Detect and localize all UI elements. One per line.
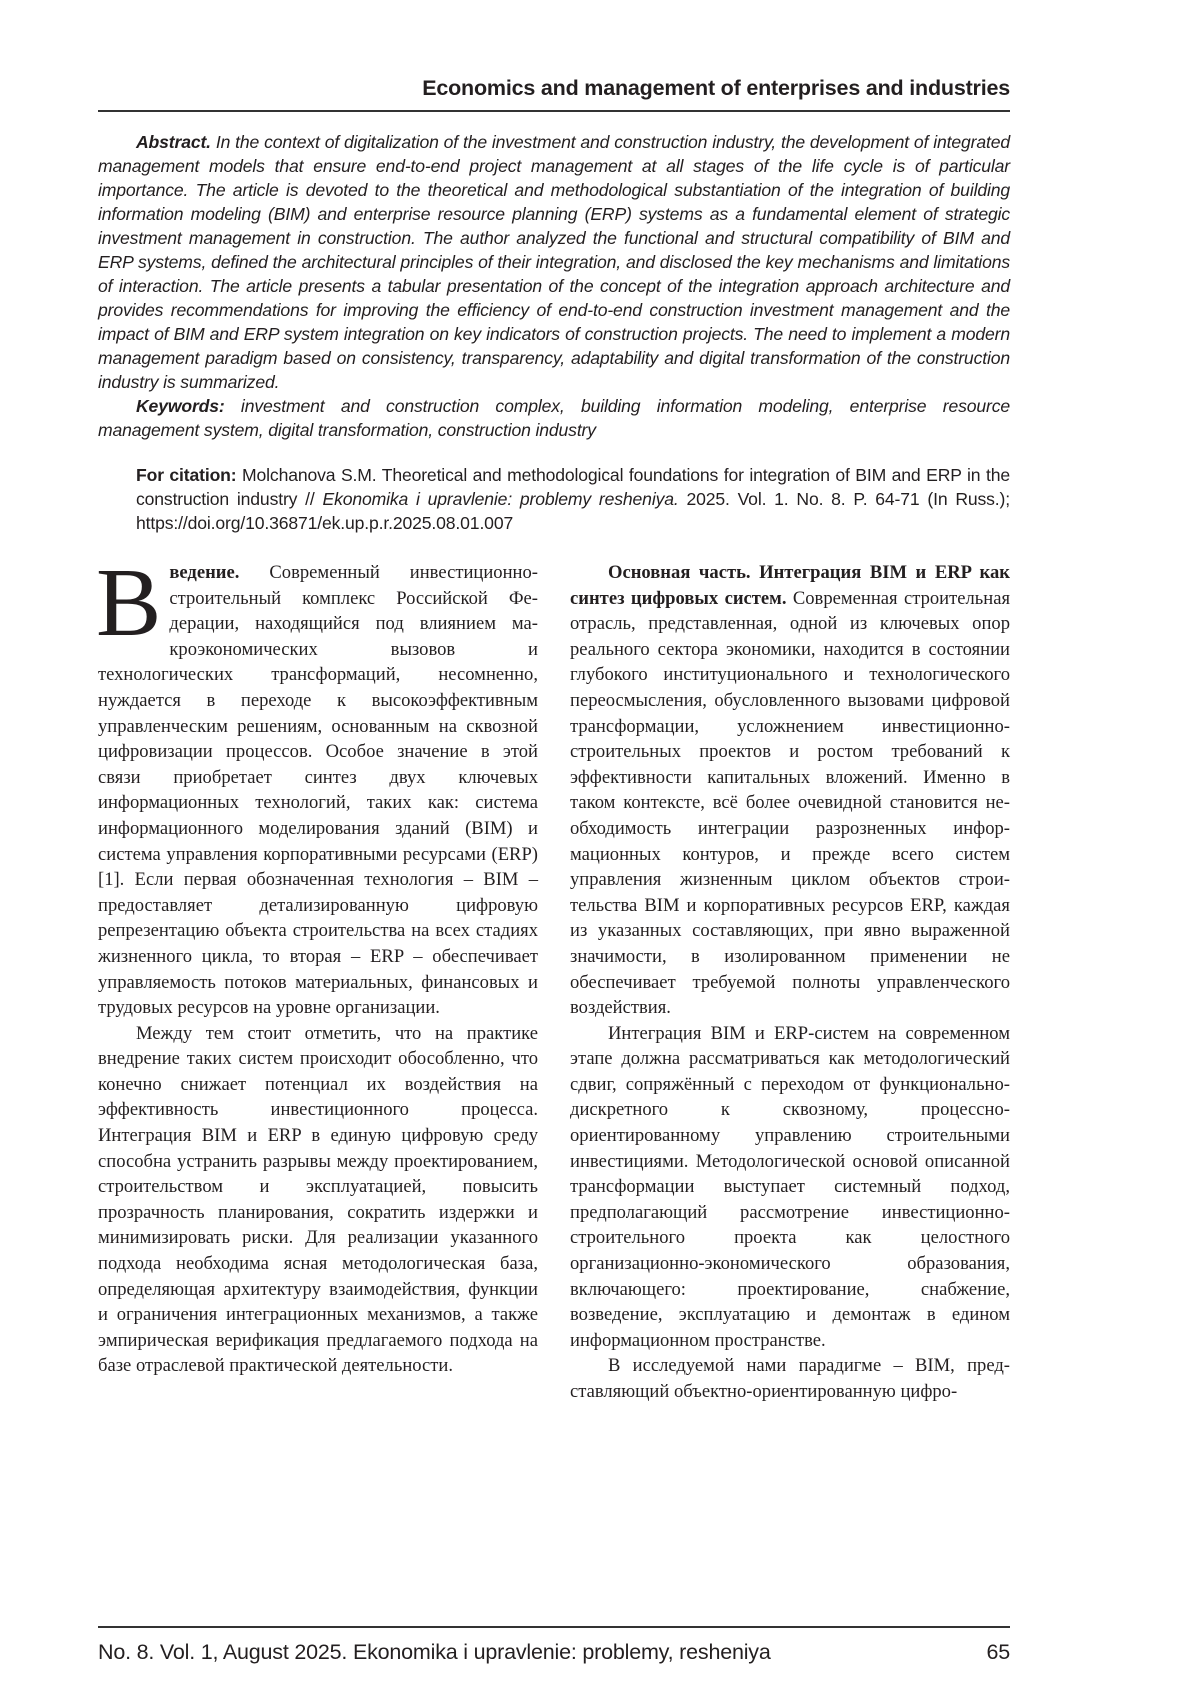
footer-rule	[98, 1626, 1010, 1628]
citation-block	[136, 463, 1010, 535]
right-column	[570, 560, 1010, 1405]
main-part-paragraph	[570, 560, 1010, 1021]
abstract-paragraph	[98, 130, 1010, 394]
body-paragraph: Между тем стоит отметить, что на практике внедрение таких систем происходит обособленно, что конечно снижает потенциал их воздействия на эффективность инвестиционного процесса. Интеграция BIM и ERP в единую цифровую среду способна устранить разрывы между проектированием, строительством и эксплуатацией, повысить прозрачность планирования, сократить издержки и минимизировать риски. Для реализации указанного подхода необходима ясная методологическая база, определяющая архитектуру взаимодействия, функции и ограничения интеграционных механизмов, а также эмпирическая верификация предлагаемого подхода на базе отраслевой практической деятельности.	[98, 1022, 538, 1377]
intro-heading: ведение.	[169, 562, 240, 583]
body-paragraph: Интеграция BIM и ERP-систем на современном этапе должна рассматриваться как методологический сдвиг, сопряжённый с переходом от функционально-дискретного к сквозному, процессно-ориентированному управлению строительными инвестициями. Методологической основой описанной трансформации выступает системный подход, предполагающий рассмотрение инвестиционно-строительного проекта как целостного организационно-экономического образования, включающего: проектирование, снабжение, возведение, эксплуатацию и демонтаж в едином информационном пространстве.	[570, 1022, 1010, 1351]
keywords-label: Keywords:	[136, 396, 225, 416]
citation-doi[interactable]: 2025. Vol. 1. No. 8. P. 64-71 (In Russ.); https://doi.org/10.36871/ek.up.p.r.2025.08.01.007	[136, 489, 1010, 533]
citation-journal: Ekonomika i upravlenie: problemy resheniya.	[322, 489, 679, 509]
header-rule	[98, 110, 1010, 112]
intro-paragraph	[96, 549, 538, 1021]
main-part-text: Современная строительная отрасль, представленная, одной из ключевых опор реального сектора экономики, находится в состоянии глубокого институционального и технологического переосмысления, обусловленного вызовами цифровой трансформации, усложнением инвестиционно-строительных проектов и ростом требований к эффективности капитальных вложений. Именно в таком контексте, всё более очевидной становится необходимость интеграции разрозненных информационных контуров, и прежде всего систем управления жизненным циклом объектов строительства BIM и корпоративных ресурсов ERP, каждая из указанных составляющих, при явно выраженной значимости, в изолированном применении не обеспечивает требуемой полноты управленческого воздействия.	[570, 587, 1011, 1019]
citation-text: Molchanova S.M. Theoretical and methodological foundations for integration of BIM and ERP in the construction industry //	[136, 465, 1010, 509]
citation-label: For citation:	[136, 465, 237, 485]
page-number: 65	[986, 1640, 1010, 1664]
main-part-heading: Основная часть. Интеграция BIM и ERP как синтез цифровых систем.	[570, 562, 1010, 609]
page-footer	[98, 1640, 1010, 1665]
abstract-text: In the context of digitalization of the investment and construction industry, the development of integrated management models that ensure end-to-end project management at all stages of the life cycle is of particular importance. The article is devoted to the theoretical and methodological substantiation of the integration of building information modeling (BIM) and enterprise resource planning (ERP) systems as a fundamental element of strategic investment management in construction. The author analyzed the functional and structural compatibility of BIM and ERP systems, defined the architectural principles of their integration, and disclosed the key mechanisms and limitations of interaction. The article presents a tabular presentation of the concept of the integration approach architecture and provides recommendations for improving the efficiency of end-to-end construction investment management and the impact of BIM and ERP system integration on key indicators of construction projects. The need to implement a modern management paradigm based on consistency, transparency, adaptability and digital transformation of the construction industry is summarized.	[98, 132, 1010, 392]
abstract-label: Abstract.	[136, 132, 211, 152]
dropcap-letter: В	[96, 549, 162, 657]
issue-info: No. 8. Vol. 1, August 2025. Ekonomika i upravlenie: problemy, resheniya	[98, 1640, 771, 1664]
body-paragraph: В исследуемой нами парадигме – BIM, представляющий объектно-ориентированную цифро-	[570, 1355, 1010, 1402]
keywords-text: investment and construction complex, building information modeling, enterprise resource management system, digital transformation, construction industry	[98, 396, 1010, 440]
left-column	[96, 549, 538, 1379]
intro-text: Современный инвестиционно-строительный комплекс Российской Федерации, находящийся под влиянием макроэкономических вызовов и технологических трансформаций, несомненно, нуждается в переходе к высокоэффективным управленческим решениям, основанным на сквозной цифровизации процессов. Особое значение в этой связи приобретает синтез двух ключевых информационных технологий, таких как: система информационного моделирования зданий (BIM) и система управления корпоративными ресурсами (ERP) [1]. Если первая обозначенная технология – BIM – предоставляет детализированную цифровую репрезентацию объекта строительства на всех стадиях жизненного цикла, то вторая – ERP – обеспечивает управляемость потоков материальных, финансовых и трудовых ресурсов на уровне организации.	[98, 562, 538, 1019]
abstract-block	[98, 130, 1010, 442]
keywords-paragraph	[98, 394, 1010, 442]
running-title: Economics and management of enterprises and industries	[422, 76, 1010, 100]
